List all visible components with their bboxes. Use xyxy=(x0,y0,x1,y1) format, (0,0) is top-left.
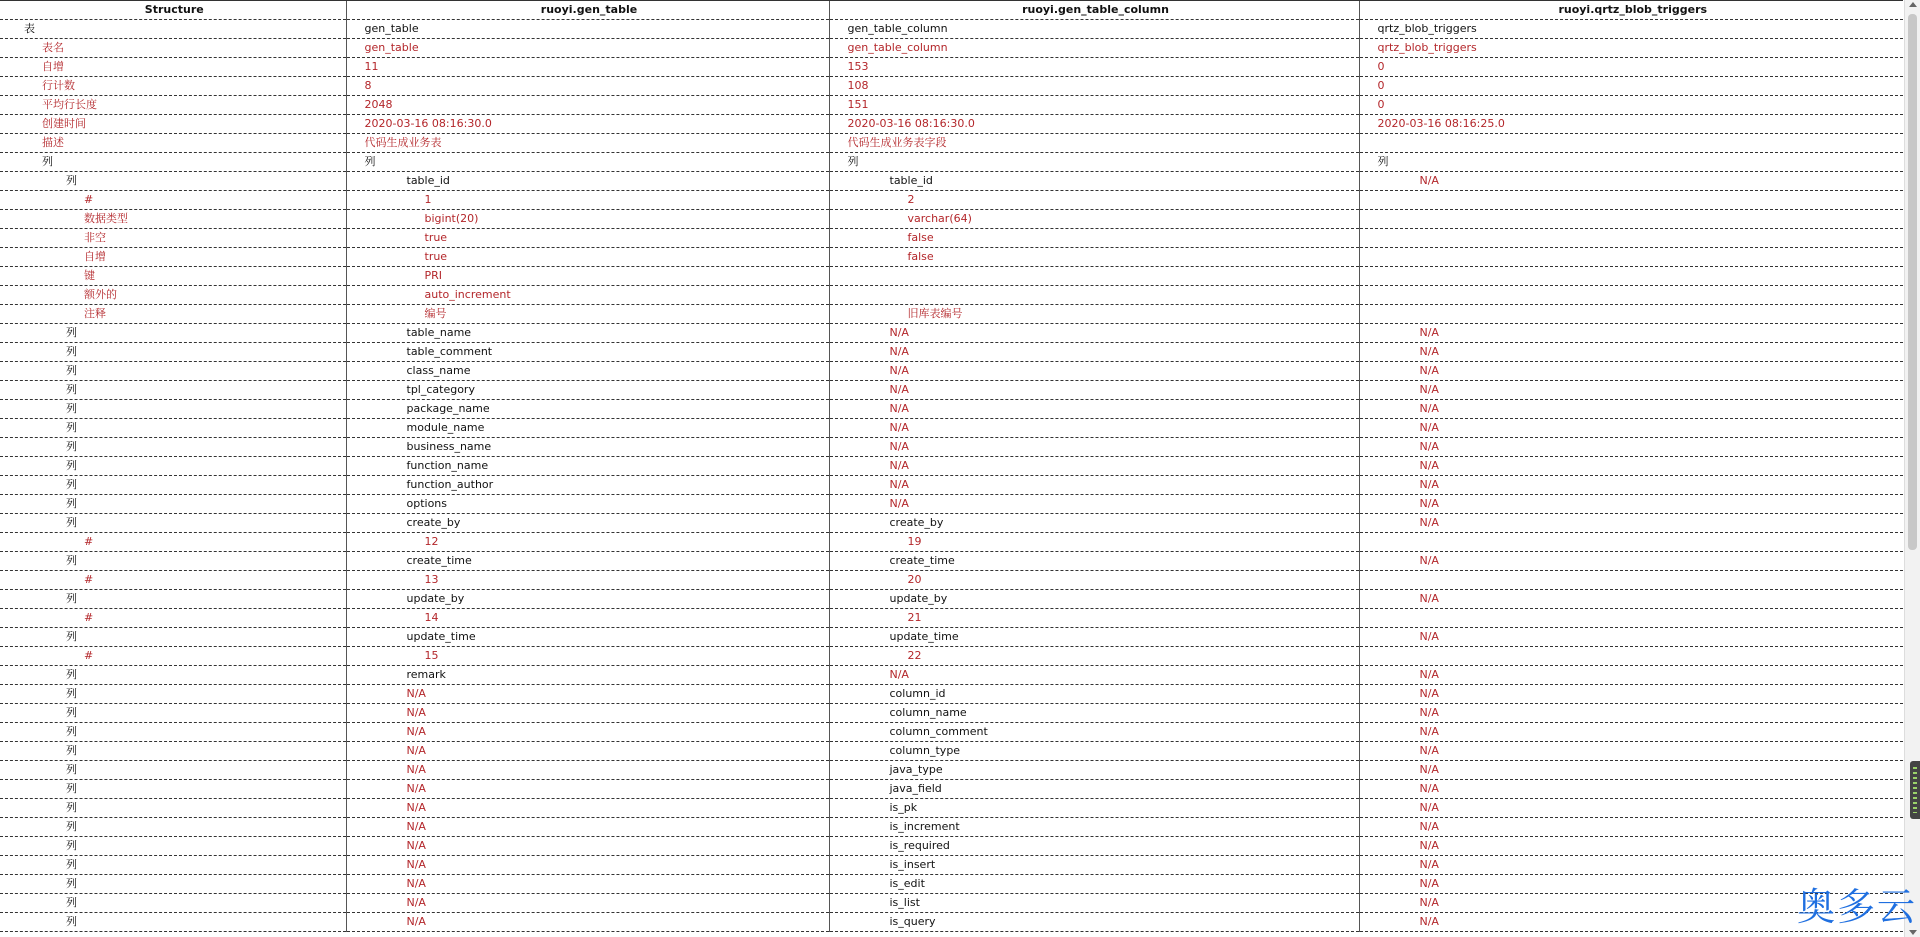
table-cell: false xyxy=(829,229,1359,248)
structure-label: 列 xyxy=(0,666,346,685)
table-cell: gen_table xyxy=(346,39,829,58)
table-cell: N/A xyxy=(346,894,829,913)
table-cell: table_id xyxy=(829,172,1359,191)
table-row[interactable] xyxy=(0,419,1903,438)
table-row[interactable] xyxy=(0,913,1903,932)
table-cell: N/A xyxy=(1359,457,1903,476)
table-row[interactable] xyxy=(0,514,1903,533)
structure-label: 自增 xyxy=(0,248,346,267)
table-row[interactable] xyxy=(0,39,1903,58)
table-cell: function_author xyxy=(346,476,829,495)
table-cell: N/A xyxy=(346,875,829,894)
table-cell: N/A xyxy=(1359,476,1903,495)
table-cell: 代码生成业务表 xyxy=(346,134,829,153)
table-cell: package_name xyxy=(346,400,829,419)
structure-label: 列 xyxy=(0,514,346,533)
table-cell: tpl_category xyxy=(346,381,829,400)
header-structure[interactable]: Structure xyxy=(0,1,346,20)
table-row[interactable] xyxy=(0,96,1903,115)
structure-label: 列 xyxy=(0,590,346,609)
table-cell: update_time xyxy=(829,628,1359,647)
structure-label: 列 xyxy=(0,685,346,704)
table-row[interactable] xyxy=(0,115,1903,134)
table-cell xyxy=(1359,210,1903,229)
table-cell: 列 xyxy=(829,153,1359,172)
table-cell: 11 xyxy=(346,58,829,77)
structure-label: 额外的 xyxy=(0,286,346,305)
table-cell: N/A xyxy=(1359,913,1903,932)
table-row[interactable] xyxy=(0,818,1903,837)
table-cell: N/A xyxy=(1359,514,1903,533)
table-cell: auto_increment xyxy=(346,286,829,305)
table-cell: N/A xyxy=(829,476,1359,495)
table-cell: create_time xyxy=(346,552,829,571)
table-cell: N/A xyxy=(1359,343,1903,362)
table-cell: create_by xyxy=(346,514,829,533)
header-gen-table-column[interactable]: ruoyi.gen_table_column xyxy=(829,1,1359,20)
table-cell: N/A xyxy=(1359,780,1903,799)
table-cell: class_name xyxy=(346,362,829,381)
table-cell: true xyxy=(346,248,829,267)
table-row[interactable] xyxy=(0,780,1903,799)
table-cell: N/A xyxy=(1359,438,1903,457)
table-cell: is_list xyxy=(829,894,1359,913)
table-cell: 13 xyxy=(346,571,829,590)
table-cell: 153 xyxy=(829,58,1359,77)
table-row[interactable] xyxy=(0,286,1903,305)
table-row[interactable] xyxy=(0,533,1903,552)
table-cell xyxy=(1359,609,1903,628)
scroll-down-icon[interactable] xyxy=(1909,930,1917,935)
table-cell xyxy=(1359,229,1903,248)
structure-label: 注释 xyxy=(0,305,346,324)
table-row[interactable] xyxy=(0,837,1903,856)
structure-label: # xyxy=(0,609,346,628)
table-cell: N/A xyxy=(346,799,829,818)
table-row[interactable] xyxy=(0,248,1903,267)
table-row[interactable] xyxy=(0,856,1903,875)
structure-label: 列 xyxy=(0,343,346,362)
table-cell: N/A xyxy=(1359,628,1903,647)
structure-label: 列 xyxy=(0,419,346,438)
table-row[interactable] xyxy=(0,362,1903,381)
table-cell: 编号 xyxy=(346,305,829,324)
table-cell: N/A xyxy=(1359,685,1903,704)
structure-label: 描述 xyxy=(0,134,346,153)
table-cell: N/A xyxy=(829,362,1359,381)
table-row[interactable] xyxy=(0,666,1903,685)
structure-label: 列 xyxy=(0,324,346,343)
table-cell: options xyxy=(346,495,829,514)
table-row[interactable] xyxy=(0,343,1903,362)
table-row[interactable] xyxy=(0,267,1903,286)
table-cell: N/A xyxy=(1359,552,1903,571)
table-cell: N/A xyxy=(346,761,829,780)
table-cell: N/A xyxy=(829,457,1359,476)
table-cell: gen_table_column xyxy=(829,20,1359,39)
table-cell: N/A xyxy=(1359,590,1903,609)
table-cell: 2020-03-16 08:16:25.0 xyxy=(1359,115,1903,134)
table-cell: N/A xyxy=(1359,723,1903,742)
structure-label: 列 xyxy=(0,362,346,381)
table-cell: is_query xyxy=(829,913,1359,932)
table-cell: N/A xyxy=(829,419,1359,438)
structure-label: 非空 xyxy=(0,229,346,248)
table-cell: N/A xyxy=(829,495,1359,514)
table-cell xyxy=(1359,571,1903,590)
scroll-up-icon[interactable] xyxy=(1909,2,1917,7)
table-cell: 19 xyxy=(829,533,1359,552)
table-cell: N/A xyxy=(1359,704,1903,723)
table-cell: table_name xyxy=(346,324,829,343)
table-row[interactable] xyxy=(0,191,1903,210)
table-cell: 108 xyxy=(829,77,1359,96)
structure-label: 列 xyxy=(0,875,346,894)
structure-label: 列 xyxy=(0,438,346,457)
table-cell: N/A xyxy=(1359,362,1903,381)
structure-label: 列 xyxy=(0,894,346,913)
table-row[interactable] xyxy=(0,476,1903,495)
table-cell xyxy=(1359,248,1903,267)
table-cell: update_by xyxy=(346,590,829,609)
table-cell: function_name xyxy=(346,457,829,476)
structure-label: 列 xyxy=(0,837,346,856)
structure-label: 列 xyxy=(0,761,346,780)
table-cell: module_name xyxy=(346,419,829,438)
table-cell: create_by xyxy=(829,514,1359,533)
structure-label: 创建时间 xyxy=(0,115,346,134)
table-cell: 20 xyxy=(829,571,1359,590)
table-cell: N/A xyxy=(1359,742,1903,761)
table-cell: 0 xyxy=(1359,58,1903,77)
table-cell: table_comment xyxy=(346,343,829,362)
table-cell: remark xyxy=(346,666,829,685)
table-row[interactable] xyxy=(0,685,1903,704)
table-row[interactable] xyxy=(0,552,1903,571)
table-cell: bigint(20) xyxy=(346,210,829,229)
table-cell xyxy=(1359,191,1903,210)
table-cell: N/A xyxy=(1359,172,1903,191)
table-cell: N/A xyxy=(346,837,829,856)
table-cell: N/A xyxy=(829,324,1359,343)
structure-label: # xyxy=(0,571,346,590)
structure-label: # xyxy=(0,647,346,666)
table-cell: update_by xyxy=(829,590,1359,609)
table-row[interactable] xyxy=(0,172,1903,191)
table-row[interactable] xyxy=(0,590,1903,609)
table-cell: java_type xyxy=(829,761,1359,780)
table-row[interactable] xyxy=(0,457,1903,476)
table-cell: N/A xyxy=(346,742,829,761)
structure-label: 列 xyxy=(0,476,346,495)
table-cell: 代码生成业务表字段 xyxy=(829,134,1359,153)
table-row[interactable] xyxy=(0,761,1903,780)
table-cell: false xyxy=(829,248,1359,267)
table-cell: N/A xyxy=(1359,894,1903,913)
table-cell: 2020-03-16 08:16:30.0 xyxy=(829,115,1359,134)
table-cell xyxy=(829,286,1359,305)
structure-label: 表名 xyxy=(0,39,346,58)
table-row[interactable] xyxy=(0,20,1903,39)
table-cell: 列 xyxy=(346,153,829,172)
table-cell: create_time xyxy=(829,552,1359,571)
table-cell xyxy=(829,267,1359,286)
table-cell: 旧库表编号 xyxy=(829,305,1359,324)
table-cell: update_time xyxy=(346,628,829,647)
table-row[interactable] xyxy=(0,628,1903,647)
table-cell: N/A xyxy=(1359,419,1903,438)
table-cell: N/A xyxy=(346,704,829,723)
table-cell: 22 xyxy=(829,647,1359,666)
table-row[interactable] xyxy=(0,134,1903,153)
structure-label: 键 xyxy=(0,267,346,286)
table-row[interactable] xyxy=(0,324,1903,343)
table-row[interactable] xyxy=(0,400,1903,419)
table-cell: 2020-03-16 08:16:30.0 xyxy=(346,115,829,134)
table-cell: N/A xyxy=(1359,381,1903,400)
table-cell: N/A xyxy=(346,685,829,704)
structure-label: 列 xyxy=(0,628,346,647)
header-qrtz-blob-triggers[interactable]: ruoyi.qrtz_blob_triggers xyxy=(1359,1,1903,20)
table-cell: java_field xyxy=(829,780,1359,799)
table-cell: column_type xyxy=(829,742,1359,761)
structure-rows xyxy=(0,20,1903,932)
structure-label: 列 xyxy=(0,780,346,799)
table-cell: column_comment xyxy=(829,723,1359,742)
table-cell: 8 xyxy=(346,77,829,96)
structure-label: 自增 xyxy=(0,58,346,77)
table-cell: 151 xyxy=(829,96,1359,115)
table-cell: N/A xyxy=(829,666,1359,685)
table-cell: N/A xyxy=(829,438,1359,457)
table-row[interactable] xyxy=(0,210,1903,229)
table-cell xyxy=(1359,533,1903,552)
table-cell: is_required xyxy=(829,837,1359,856)
structure-label: 列 xyxy=(0,495,346,514)
table-row[interactable] xyxy=(0,58,1903,77)
table-cell: qrtz_blob_triggers xyxy=(1359,20,1903,39)
table-cell: gen_table_column xyxy=(829,39,1359,58)
table-cell: column_name xyxy=(829,704,1359,723)
table-row[interactable] xyxy=(0,742,1903,761)
table-cell: N/A xyxy=(1359,856,1903,875)
table-row[interactable] xyxy=(0,495,1903,514)
table-cell: N/A xyxy=(829,343,1359,362)
table-cell: N/A xyxy=(1359,818,1903,837)
structure-label: 平均行长度 xyxy=(0,96,346,115)
table-cell: 2 xyxy=(829,191,1359,210)
table-row[interactable] xyxy=(0,704,1903,723)
table-cell xyxy=(1359,267,1903,286)
table-cell: 0 xyxy=(1359,96,1903,115)
table-cell: PRI xyxy=(346,267,829,286)
table-cell: is_pk xyxy=(829,799,1359,818)
table-cell: N/A xyxy=(1359,837,1903,856)
side-panel-handle[interactable] xyxy=(1910,761,1920,819)
table-row[interactable] xyxy=(0,723,1903,742)
table-cell xyxy=(1359,286,1903,305)
structure-label: 列 xyxy=(0,856,346,875)
table-cell: 列 xyxy=(1359,153,1903,172)
table-row[interactable] xyxy=(0,381,1903,400)
table-cell xyxy=(1359,134,1903,153)
table-cell: is_insert xyxy=(829,856,1359,875)
table-row[interactable] xyxy=(0,894,1903,913)
structure-label: 表 xyxy=(0,20,346,39)
table-cell: is_increment xyxy=(829,818,1359,837)
table-row[interactable] xyxy=(0,799,1903,818)
table-row[interactable] xyxy=(0,153,1903,172)
table-cell: 14 xyxy=(346,609,829,628)
structure-label: # xyxy=(0,191,346,210)
table-cell: N/A xyxy=(346,856,829,875)
table-cell: N/A xyxy=(1359,666,1903,685)
table-cell: N/A xyxy=(829,381,1359,400)
table-cell xyxy=(1359,647,1903,666)
table-cell: N/A xyxy=(346,818,829,837)
table-cell: 1 xyxy=(346,191,829,210)
table-cell: N/A xyxy=(1359,324,1903,343)
structure-label: 列 xyxy=(0,153,346,172)
structure-label: 列 xyxy=(0,799,346,818)
table-cell: N/A xyxy=(829,400,1359,419)
structure-label: 数据类型 xyxy=(0,210,346,229)
structure-label: 列 xyxy=(0,172,346,191)
table-cell: 12 xyxy=(346,533,829,552)
table-cell: N/A xyxy=(1359,875,1903,894)
table-row[interactable] xyxy=(0,77,1903,96)
table-cell: qrtz_blob_triggers xyxy=(1359,39,1903,58)
structure-label: # xyxy=(0,533,346,552)
table-cell: N/A xyxy=(1359,400,1903,419)
scroll-thumb[interactable] xyxy=(1908,14,1917,550)
table-cell: true xyxy=(346,229,829,248)
structure-label: 行计数 xyxy=(0,77,346,96)
table-row[interactable] xyxy=(0,229,1903,248)
table-cell: N/A xyxy=(1359,761,1903,780)
table-cell: N/A xyxy=(346,913,829,932)
table-cell: 2048 xyxy=(346,96,829,115)
table-row[interactable] xyxy=(0,571,1903,590)
structure-label: 列 xyxy=(0,457,346,476)
table-row[interactable] xyxy=(0,305,1903,324)
structure-label: 列 xyxy=(0,723,346,742)
table-row[interactable] xyxy=(0,875,1903,894)
header-row xyxy=(0,1,1903,20)
watermark-logo: 奥多云 xyxy=(1797,885,1918,929)
structure-label: 列 xyxy=(0,400,346,419)
structure-label: 列 xyxy=(0,704,346,723)
table-row[interactable] xyxy=(0,609,1903,628)
table-cell: business_name xyxy=(346,438,829,457)
table-row[interactable] xyxy=(0,438,1903,457)
table-cell: varchar(64) xyxy=(829,210,1359,229)
table-cell: 15 xyxy=(346,647,829,666)
table-cell: N/A xyxy=(1359,495,1903,514)
structure-label: 列 xyxy=(0,818,346,837)
table-cell: gen_table xyxy=(346,20,829,39)
table-cell: N/A xyxy=(346,723,829,742)
structure-label: 列 xyxy=(0,742,346,761)
table-cell: 0 xyxy=(1359,77,1903,96)
header-gen-table[interactable]: ruoyi.gen_table xyxy=(346,1,829,20)
table-cell: column_id xyxy=(829,685,1359,704)
structure-label: 列 xyxy=(0,381,346,400)
table-cell: N/A xyxy=(346,780,829,799)
table-cell: N/A xyxy=(1359,799,1903,818)
structure-label: 列 xyxy=(0,552,346,571)
structure-label: 列 xyxy=(0,913,346,932)
table-cell: table_id xyxy=(346,172,829,191)
table-row[interactable] xyxy=(0,647,1903,666)
table-cell: 21 xyxy=(829,609,1359,628)
table-cell: is_edit xyxy=(829,875,1359,894)
table-cell xyxy=(1359,305,1903,324)
